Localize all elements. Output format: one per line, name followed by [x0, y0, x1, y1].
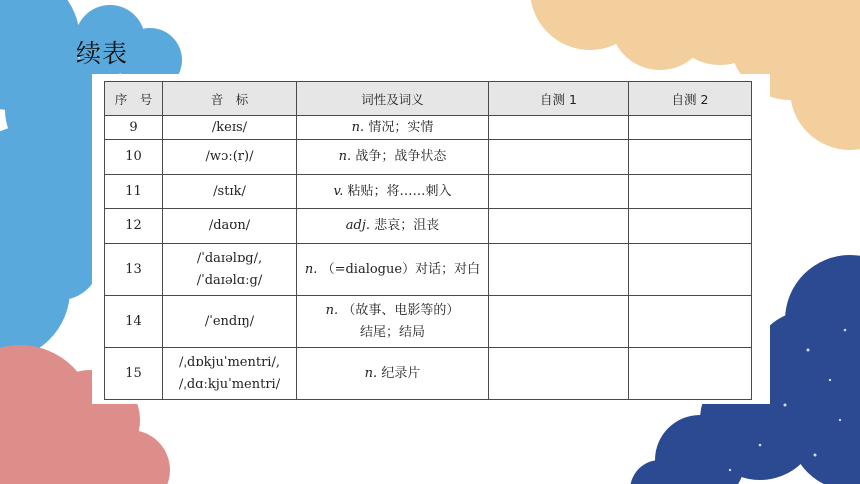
header-number: 序 号	[105, 82, 163, 116]
meaning-cell	[297, 175, 489, 209]
self-test-1-cell	[489, 209, 629, 244]
row-number: 13	[105, 244, 163, 296]
self-test-2-cell	[629, 244, 752, 296]
self-test-2-cell	[629, 116, 752, 140]
table-row	[105, 140, 752, 175]
table-row	[105, 175, 752, 209]
meaning-cell	[297, 116, 489, 140]
header-phonetic: 音 标	[163, 82, 297, 116]
part-of-speech: n.	[338, 149, 352, 164]
page-title: 续表	[76, 39, 129, 68]
meaning-cell	[297, 296, 489, 348]
phonetic-cell	[163, 116, 297, 140]
meaning-text: 纪录片	[381, 365, 421, 381]
phonetic-text: /daʊn/	[208, 218, 251, 233]
table-row	[105, 244, 752, 296]
part-of-speech: n.	[304, 261, 318, 277]
self-test-1-cell	[489, 140, 629, 175]
meaning-text: （=dialogue）对话；对白	[321, 261, 481, 277]
phonetic-text: /ˌdɒkjuˈmentri/,	[179, 354, 280, 370]
self-test-1-cell	[489, 348, 629, 400]
part-of-speech: v.	[333, 183, 344, 199]
phonetic-text: /ˈdaɪəlɑːg/	[196, 272, 263, 288]
meaning-cell	[297, 209, 489, 244]
phonetic-cell	[163, 244, 297, 296]
self-test-1-cell	[489, 116, 629, 140]
self-test-2-cell	[629, 140, 752, 175]
meaning-text: （故事、电影等的）	[342, 302, 460, 318]
self-test-2-cell	[629, 175, 752, 209]
table-header-row	[105, 82, 752, 116]
vocabulary-sheet	[92, 74, 770, 404]
part-of-speech: n.	[351, 119, 365, 135]
meaning-cell	[297, 348, 489, 400]
self-test-2-cell	[629, 348, 752, 400]
phonetic-cell	[163, 348, 297, 400]
row-number: 14	[105, 296, 163, 348]
meaning-cell	[297, 140, 489, 175]
meaning-cell	[297, 244, 489, 296]
meaning-text: 战争；战争状态	[355, 149, 447, 164]
meaning-text: 悲哀；沮丧	[374, 218, 440, 233]
phonetic-text: /wɔː(r)/	[205, 149, 254, 164]
table-row	[105, 209, 752, 244]
phonetic-cell	[163, 140, 297, 175]
row-number: 11	[105, 175, 163, 209]
row-number: 10	[105, 140, 163, 175]
meaning-text: 结尾；结局	[359, 324, 425, 340]
header-meaning: 词性及词义	[297, 82, 489, 116]
header-self-test-1: 自测 1	[489, 82, 629, 116]
self-test-2-cell	[629, 209, 752, 244]
phonetic-cell	[163, 209, 297, 244]
phonetic-text: /keɪs/	[211, 119, 248, 135]
part-of-speech: n.	[364, 365, 378, 381]
phonetic-text: /ˈendɪŋ/	[204, 313, 255, 329]
table-row	[105, 296, 752, 348]
table-row	[105, 116, 752, 140]
part-of-speech: adj.	[345, 218, 371, 233]
vocabulary-table	[104, 81, 752, 400]
meaning-text: 情况；实情	[368, 119, 434, 135]
phonetic-text: /ˈdaɪəlɒg/,	[196, 250, 263, 266]
self-test-2-cell	[629, 296, 752, 348]
meaning-text: 粘贴；将……刺入	[347, 183, 452, 199]
row-number: 12	[105, 209, 163, 244]
table-row	[105, 348, 752, 400]
part-of-speech: n.	[325, 302, 339, 318]
phonetic-cell	[163, 296, 297, 348]
row-number: 9	[105, 116, 163, 140]
self-test-1-cell	[489, 244, 629, 296]
phonetic-text: /ˌdɑːkjuˈmentri/	[178, 376, 281, 392]
phonetic-text: /stɪk/	[213, 183, 246, 199]
self-test-1-cell	[489, 296, 629, 348]
self-test-1-cell	[489, 175, 629, 209]
row-number: 15	[105, 348, 163, 400]
phonetic-cell	[163, 175, 297, 209]
header-self-test-2: 自测 2	[629, 82, 752, 116]
